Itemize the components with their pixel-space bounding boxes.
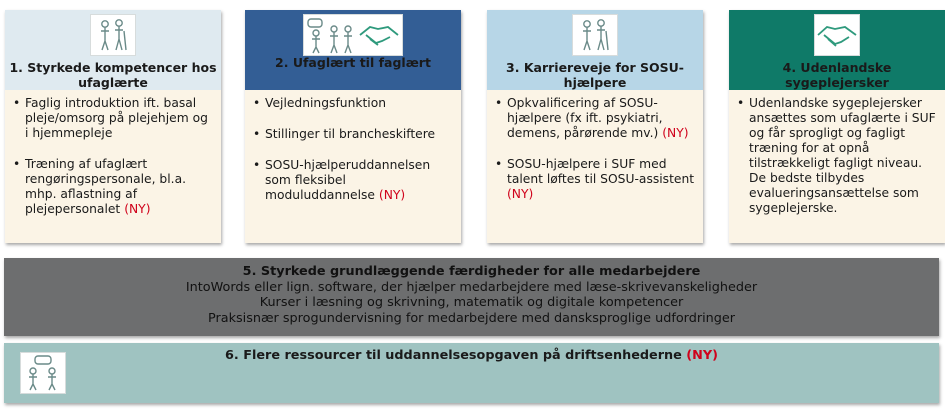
column-4-bullets [735,96,939,232]
band-5-line: IntoWords eller lign. software, der hjælper medarbejdere med læse-skrivevanskeligheder [185,279,758,295]
bullet-text: Faglig introduktion ift. basal pleje/omsorg på plejehjem og i hjemmepleje [25,96,208,140]
column-3-title [487,60,703,90]
bullet-text: Udenlandske sygeplejersker ansættes som ufaglærte i SUF og får sprogligt og fagligt træning for at opnå tilstrækkeligt fagligt niveau. De bedste tilbydes evalueringsansættelse som sygeplejerske. [749,96,936,215]
column-3-bullets [493,96,697,218]
column-1-bullets [11,96,215,233]
handshake-icon [814,14,860,56]
list-item [493,96,697,141]
ny-tag: (NY) [124,202,151,216]
list-item [493,157,697,202]
column-4-title-line-1: 4. Udenlandske [782,60,892,75]
column-3-header [487,10,703,90]
care-handshake-icon [303,14,403,56]
band-6-title-text: 6. Flere ressourcer til uddannelsesopgaven på driftsenhederne [225,348,682,363]
column-3-title-line-1: 3. Karriereveje for SOSU- [506,60,684,75]
ny-tag: (NY) [686,348,718,363]
bullet-text: Opkvalificering af SOSU-hjælpere (fx ift. psykiatri, demens, pårørende mv.) [507,96,663,140]
band-5 [4,258,939,336]
band-5-line: Kurser i læsning og skrivning, matematik og digitale kompetencer [259,295,684,310]
column-3-title-line-2: hjælpere [563,75,627,90]
elderly-care-icon [90,14,136,56]
list-item [251,158,455,203]
bullet-text: Træning af ufaglært rengøringspersonale, bl.a. mhp. aflastning af plejepersonalet [25,157,187,216]
band-6 [4,343,939,403]
bullet-text: SOSU-hjælperuddannelsen som fleksibel moduluddannelse [265,158,431,202]
list-item [251,96,455,111]
column-2 [245,10,461,243]
column-4-title [729,60,945,90]
column-1-title [5,60,221,90]
bullet-text: Vejledningsfunktion [265,96,387,110]
band-5-line: Praksisnær sprogundervisning for medarbejdere med dansksproglige udfordringer [207,310,736,326]
column-3 [487,10,703,243]
column-2-bullets [251,96,455,219]
column-1-title-line-1: 1. Styrkede kompetencer hos [9,60,217,75]
bullet-text: Stillinger til brancheskiftere [265,127,436,141]
column-1-header [5,10,221,90]
list-item [735,96,939,216]
column-2-title [245,55,461,70]
bullet-text: SOSU-hjælpere i SUF med talent løftes til SOSU-assistent [507,157,695,186]
column-4-title-line-2: sygeplejersker [785,75,889,90]
column-4-header [729,10,945,90]
ny-tag: (NY) [662,126,689,140]
column-1 [5,10,221,243]
elderly-care-icon [572,14,618,56]
list-item [11,157,215,217]
ny-tag: (NY) [507,187,534,201]
column-2-header [245,10,461,90]
column-1-title-line-2: ufaglærte [78,75,148,90]
column-2-title-line-1: 2. Ufaglært til faglært [275,55,431,70]
list-item [251,127,455,142]
band-6-title [4,348,939,363]
ny-tag: (NY) [378,188,406,202]
list-item [11,96,215,141]
band-5-title: 5. Styrkede grundlæggende færdigheder for alle medarbejdere [242,264,701,279]
column-4 [729,10,945,243]
